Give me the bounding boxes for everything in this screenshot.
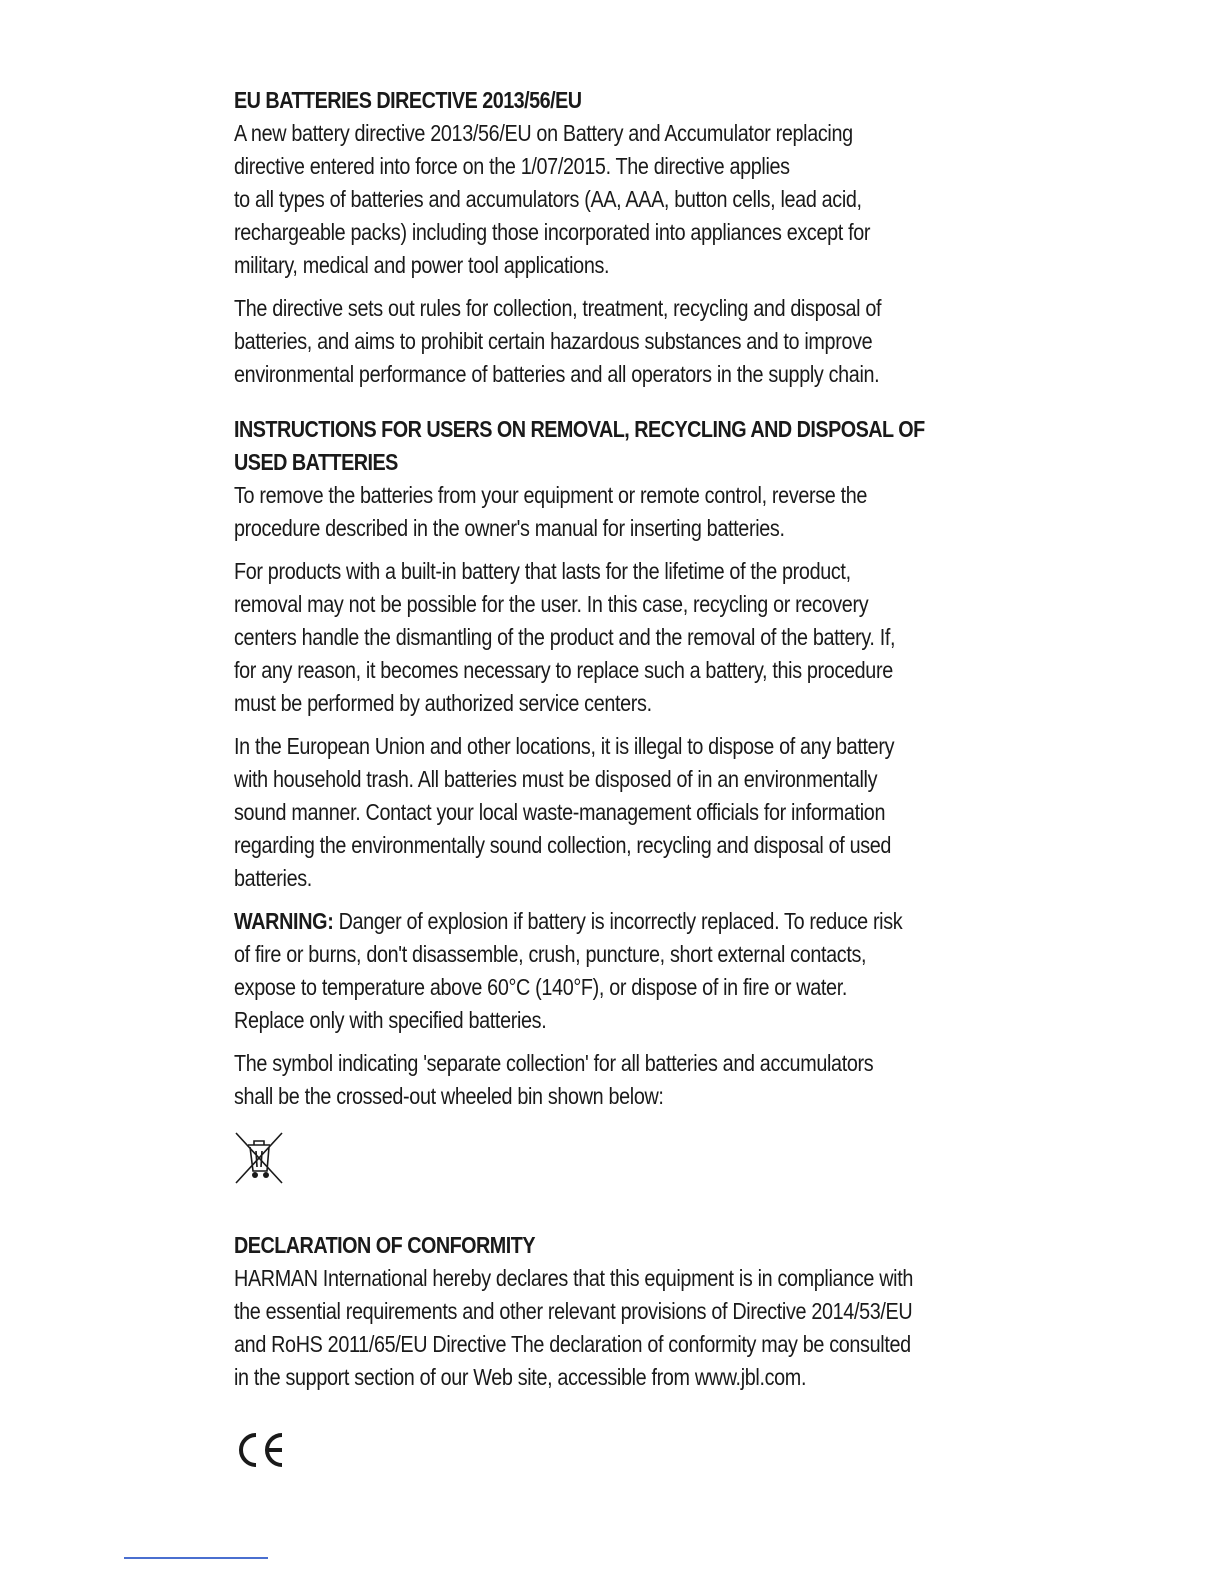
symbol-paragraph <box>234 1047 1032 1113</box>
text-line: The symbol indicating 'separate collection' for all batteries and accumulators <box>234 1050 874 1076</box>
text-line: to all types of batteries and accumulators (AA, AAA, button cells, lead acid, <box>234 186 862 212</box>
declaration-paragraph <box>234 1262 1032 1394</box>
heading-line: INSTRUCTIONS FOR USERS ON REMOVAL, RECYCLING AND DISPOSAL OF <box>234 416 925 442</box>
text-line: sound manner. Contact your local waste-management officials for information <box>234 799 886 825</box>
declaration-section <box>234 1229 1034 1470</box>
warning-paragraph <box>234 905 1032 1037</box>
text-line: regarding the environmentally sound collection, recycling and disposal of used <box>234 832 892 858</box>
text-line: military, medical and power tool applications. <box>234 252 610 278</box>
eu-directive-heading: EU BATTERIES DIRECTIVE 2013/56/EU <box>234 87 582 113</box>
text-line: centers handle the dismantling of the product and the removal of the battery. If, <box>234 624 896 650</box>
text-line: with household trash. All batteries must be disposed of in an environmentally <box>234 766 878 792</box>
instructions-section <box>234 413 1034 1185</box>
text-line: In the European Union and other locations, it is illegal to dispose of any battery <box>234 733 895 759</box>
instructions-paragraph-1 <box>234 479 1032 545</box>
text-line: Replace only with specified batteries. <box>234 1007 547 1033</box>
text-line: batteries, and aims to prohibit certain hazardous substances and to improve <box>234 328 873 354</box>
text-line: rechargeable packs) including those incorporated into appliances except for <box>234 219 871 245</box>
text-line: and RoHS 2011/65/EU Directive The declaration of conformity may be consulted <box>234 1331 911 1357</box>
text-line <box>234 905 1032 938</box>
text-line: To remove the batteries from your equipment or remote control, reverse the <box>234 482 868 508</box>
text-line: for any reason, it becomes necessary to replace such a battery, this procedure <box>234 657 893 683</box>
text-line: directive entered into force on the 1/07/2015. The directive applies <box>234 153 790 179</box>
text-line: procedure described in the owner's manual for inserting batteries. <box>234 515 785 541</box>
heading-line: USED BATTERIES <box>234 449 398 475</box>
text-line: HARMAN International hereby declares that this equipment is in compliance with <box>234 1265 914 1291</box>
declaration-heading: DECLARATION OF CONFORMITY <box>234 1232 535 1258</box>
text-line: environmental performance of batteries and all operators in the supply chain. <box>234 361 880 387</box>
text-line: For products with a built-in battery that lasts for the lifetime of the product, <box>234 558 851 584</box>
text-line: A new battery directive 2013/56/EU on Battery and Accumulator replacing <box>234 120 853 146</box>
instructions-heading <box>234 413 1032 479</box>
warning-text: Danger of explosion if battery is incorrectly replaced. To reduce risk <box>333 908 903 934</box>
text-line: of fire or burns, don't disassemble, crush, puncture, short external contacts, <box>234 941 867 967</box>
text-line: removal may not be possible for the user. In this case, recycling or recovery <box>234 591 869 617</box>
eu-directive-paragraph-2 <box>234 292 1032 391</box>
instructions-paragraph-2 <box>234 555 1032 720</box>
text-line: The directive sets out rules for collection, treatment, recycling and disposal of <box>234 295 882 321</box>
document-page <box>234 84 1034 1492</box>
text-line: batteries. <box>234 865 312 891</box>
text-line: in the support section of our Web site, accessible from www.jbl.com. <box>234 1364 807 1390</box>
eu-directive-section <box>234 84 1034 391</box>
instructions-paragraph-3 <box>234 730 1032 895</box>
eu-directive-paragraph-1 <box>234 117 1032 282</box>
crossed-out-wheeled-bin-icon <box>234 1131 284 1185</box>
text-line: must be performed by authorized service centers. <box>234 690 652 716</box>
ce-mark-icon <box>234 1430 288 1470</box>
warning-label: WARNING: <box>234 908 334 934</box>
text-line: expose to temperature above 60°C (140°F), or dispose of in fire or water. <box>234 974 848 1000</box>
text-line: the essential requirements and other relevant provisions of Directive 2014/53/EU <box>234 1298 913 1324</box>
text-line: shall be the crossed-out wheeled bin shown below: <box>234 1083 664 1109</box>
bottom-rule <box>124 1557 268 1559</box>
